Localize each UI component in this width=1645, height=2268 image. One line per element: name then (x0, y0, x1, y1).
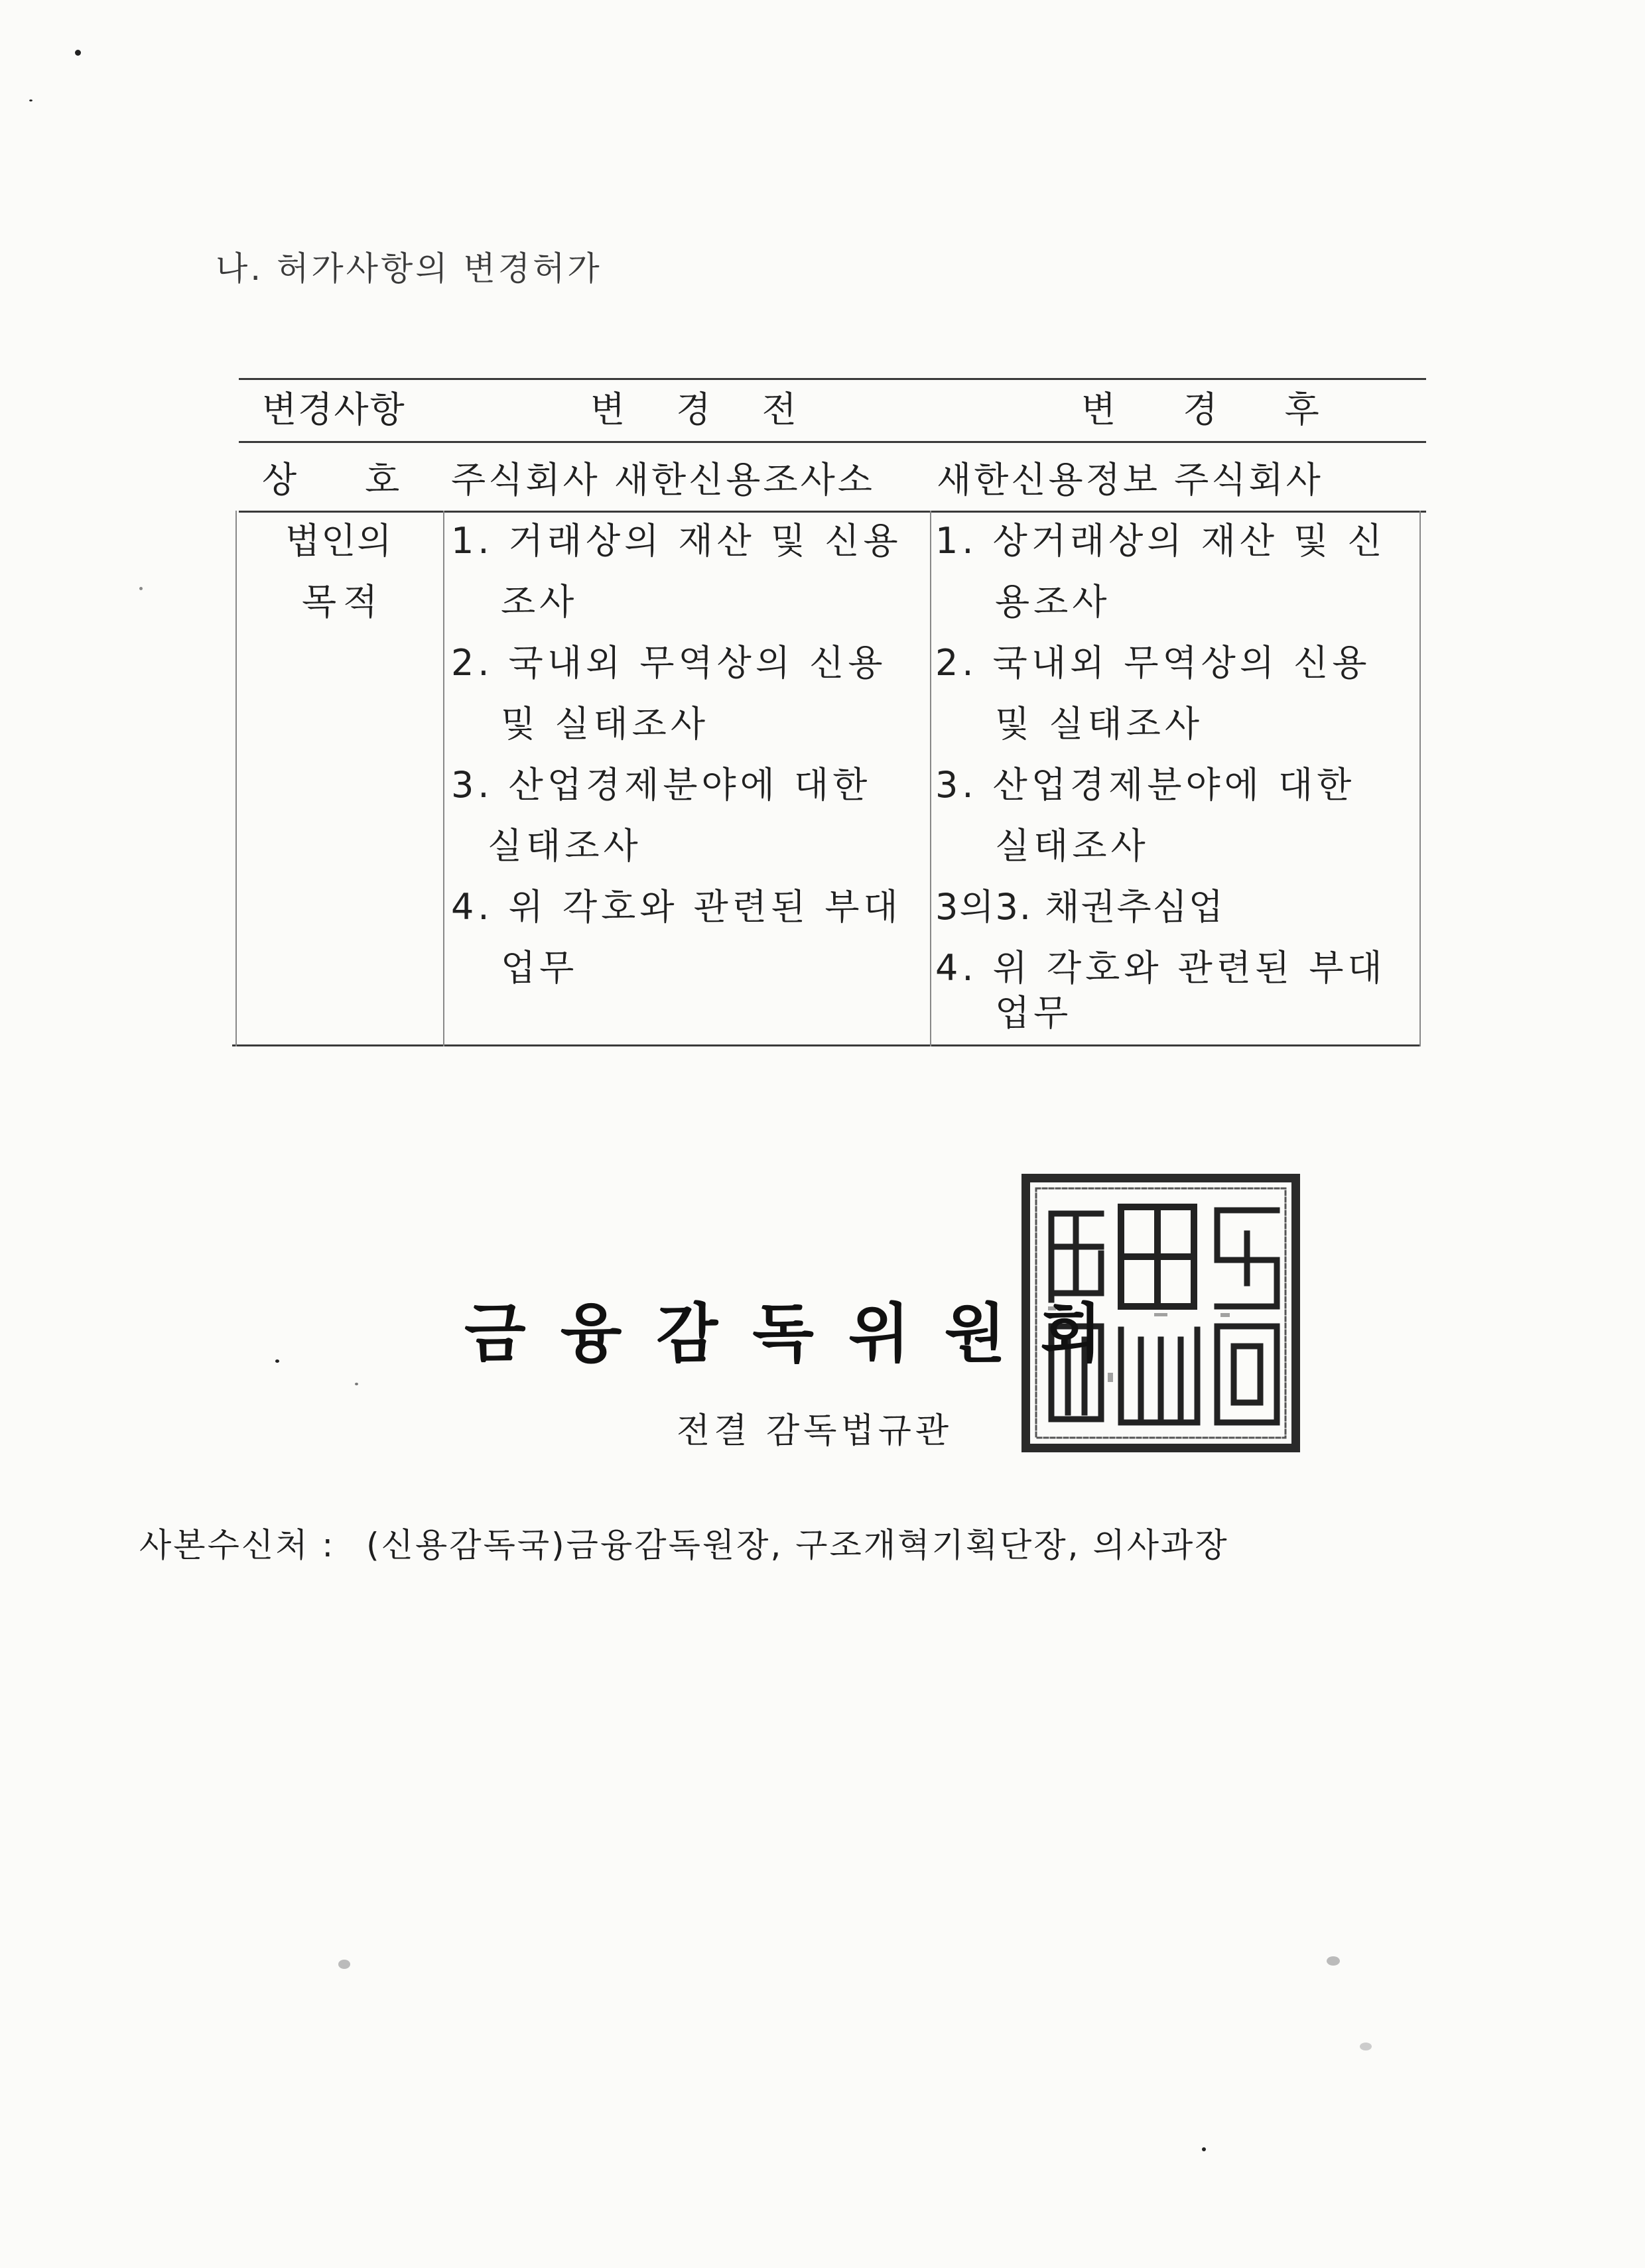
purpose-label-line1: 법인의 (285, 520, 393, 562)
scan-speck (338, 1960, 350, 1969)
section-heading: 나. 허가사항의 변경허가 (216, 249, 602, 288)
purpose-before-line: 및 실태조사 (501, 703, 709, 745)
purpose-before-line: 4. 위 각호와 관련된 부대 (451, 886, 902, 928)
table-col1-rule (443, 511, 444, 1046)
trade-name-before: 주식회사 새한신용조사소 (451, 459, 875, 501)
table-header-rule (239, 441, 1426, 443)
purpose-after-line: 업무 (995, 992, 1073, 1034)
scan-speck (1202, 2147, 1206, 2151)
header-change-item: 변경사항 (262, 389, 406, 430)
purpose-before-line: 2. 국내외 무역상의 신용 (451, 642, 887, 684)
scan-speck (29, 99, 33, 101)
purpose-before-line: 조사 (501, 581, 578, 623)
purpose-after-line: 3의3. 채권추심업 (935, 886, 1225, 928)
table-col2-rule (930, 511, 931, 1046)
purpose-after-line: 용조사 (995, 581, 1111, 623)
purpose-after-line: 3. 산업경제분야에 대한 (935, 764, 1356, 806)
purpose-label-line2: 목적 (302, 581, 385, 623)
purpose-before-line: 3. 산업경제분야에 대한 (451, 764, 872, 806)
purpose-after-line: 실태조사 (995, 825, 1150, 867)
cc-recipients: (신용감독국)금융감독원장, 구조개혁기획단장, 의사과장 (366, 1526, 1229, 1564)
purpose-after-line: 2. 국내외 무역상의 신용 (935, 642, 1371, 684)
header-before: 변 경 전 (590, 389, 817, 430)
permit-change-table (232, 378, 1426, 1048)
scan-speck (1360, 2043, 1372, 2050)
purpose-after-line: 4. 위 각호와 관련된 부대 (935, 947, 1386, 989)
cc-label: 사본수신처 : (139, 1526, 336, 1564)
purpose-after-line: 1. 상거래상의 재산 및 신 (935, 520, 1386, 562)
header-after: 변 경 후 (1081, 389, 1347, 430)
approval-line: 전결 감독법규관 (677, 1411, 953, 1451)
purpose-before-line: 1. 거래상의 재산 및 신용 (451, 520, 902, 562)
issuer-name: 금융감독위원회 (464, 1296, 1137, 1371)
scan-speck (275, 1359, 279, 1363)
scan-speck (1327, 1956, 1340, 1966)
scan-speck (139, 587, 143, 590)
table-right-rule (1419, 511, 1421, 1046)
scan-speck (355, 1383, 358, 1385)
table-left-rule (235, 511, 237, 1046)
copy-recipients (139, 1519, 1229, 1566)
trade-name-after: 새한신용정보 주식회사 (937, 459, 1323, 501)
scan-speck (75, 50, 81, 56)
trade-name-label: 상 호 (262, 459, 400, 501)
purpose-after-line: 및 실태조사 (995, 703, 1203, 745)
purpose-before-line: 실태조사 (488, 825, 642, 867)
table-bottom-rule (232, 1044, 1421, 1046)
purpose-before-line: 업무 (501, 947, 578, 989)
